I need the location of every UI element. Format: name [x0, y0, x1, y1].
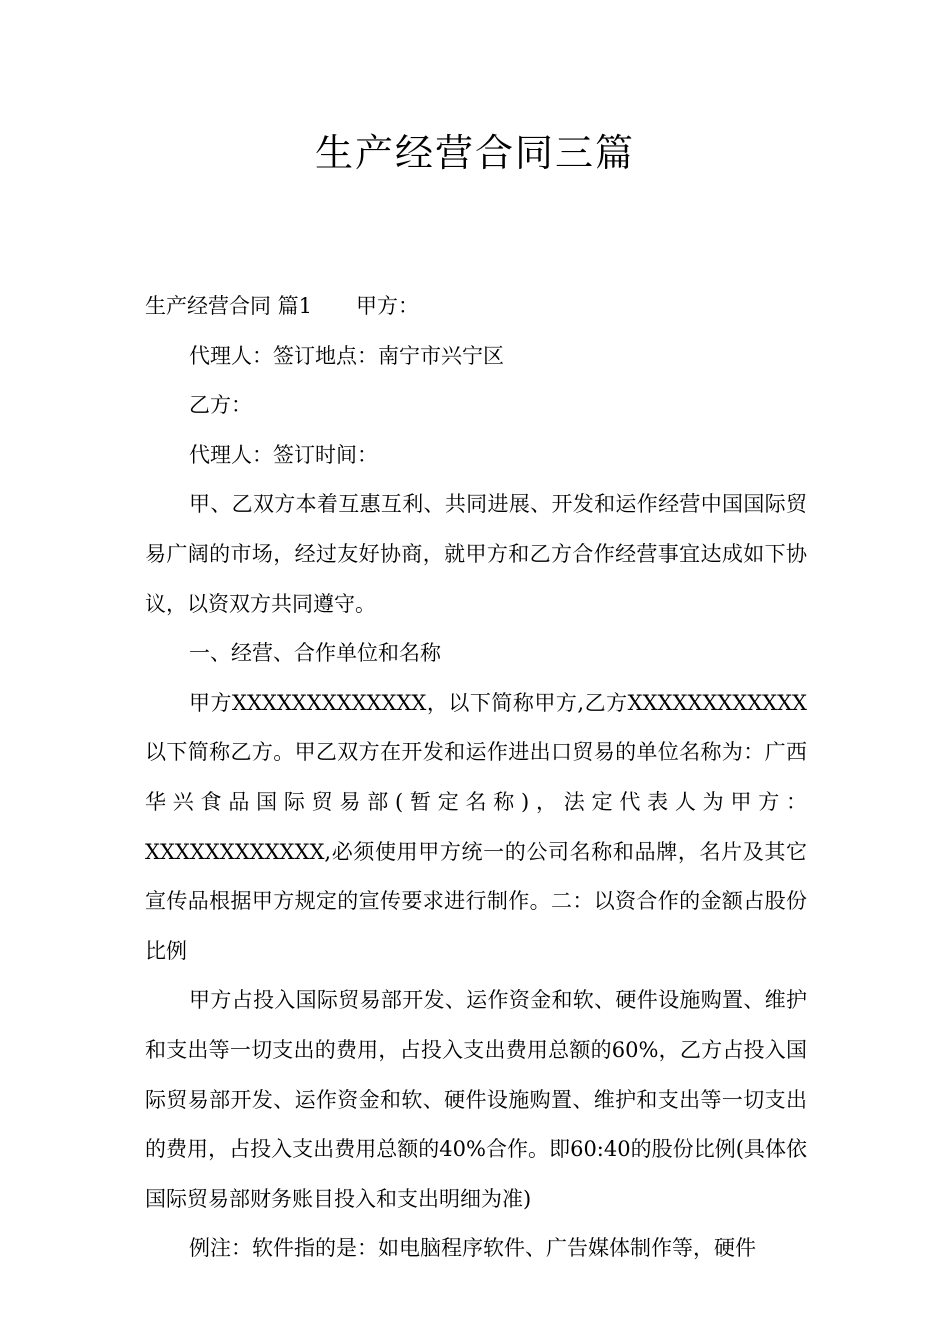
paragraph: 代理人：签订时间：: [189, 442, 378, 467]
document-title: 生产经营合同三篇: [314, 131, 635, 175]
paragraph: 乙方：: [189, 393, 252, 418]
document-body: [145, 282, 807, 1274]
paragraph: 代理人：签订地点：南宁市兴宁区: [189, 343, 504, 368]
contract-heading-line: [145, 282, 807, 332]
contract-heading: 生产经营合同 篇1: [145, 294, 313, 318]
party-a-label: 甲方：: [356, 294, 420, 318]
paragraph: 甲、乙双方本着互惠互利、共同进展、开发和运作经营中国国际贸易广阔的市场，经过友好协商，就甲方和乙方合作经营事宜达成如下协议，以资双方共同遵守。: [145, 492, 807, 616]
paragraph: 例注：软件指的是：如电脑程序软件、广告媒体制作等，硬件: [189, 1236, 756, 1261]
paragraph: 甲方XXXXXXXXXXXXX，以下简称甲方,乙方XXXXXXXXXXXX以下简称乙方。甲乙双方在开发和运作进出口贸易的单位名称为：广西华兴食品国际贸易部(暂定名称)，法定代表人为甲方：XXXXXXXXXXXX,必须使用甲方统一的公司名称和品牌，名片及其它宣传品根据甲方规定的宣传要求进行制作。二：以资合作的金额占股份比例: [145, 690, 807, 963]
section-heading: 一、经营、合作单位和名称: [189, 641, 441, 666]
paragraph: 甲方占投入国际贸易部开发、运作资金和软、硬件设施购置、维护和支出等一切支出的费用，占投入支出费用总额的60%，乙方占投入国际贸易部开发、运作资金和软、硬件设施购置、维护和支出等一切支出的费用，占投入支出费用总额的40%合作。即60:40的股份比例(具体依国际贸易部财务账目投入和支出明细为准): [145, 988, 807, 1211]
